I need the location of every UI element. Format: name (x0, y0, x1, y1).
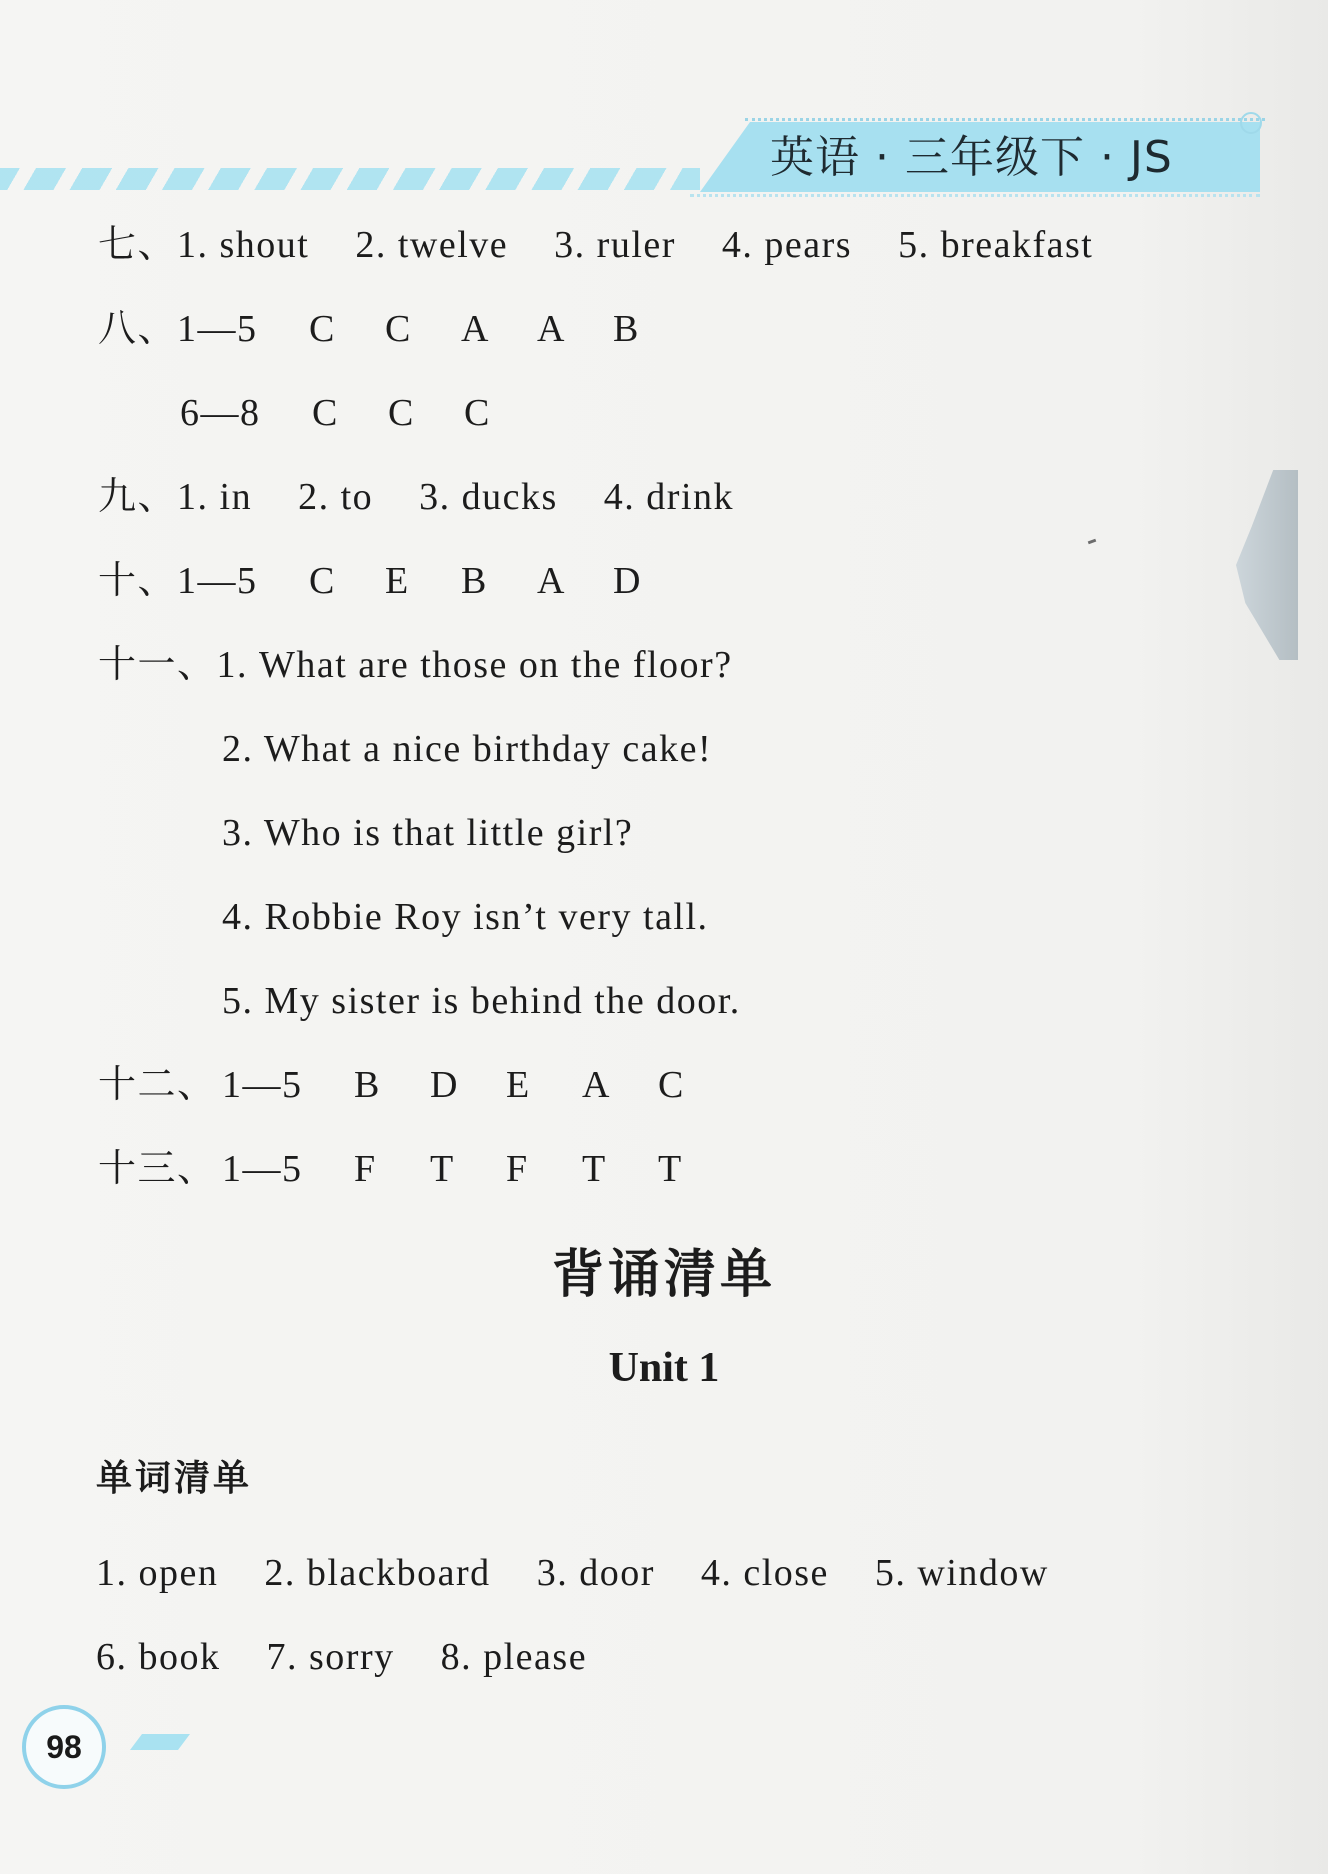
answer-sentence: 5. My sister is behind the door. (222, 980, 741, 1022)
answer-item: 3. ruler (554, 224, 676, 266)
answer-sentence: 1. What are those on the floor? (216, 644, 733, 686)
word-item: 7. sorry (266, 1636, 395, 1678)
word-item: 1. open (96, 1552, 219, 1594)
book-title: 英语 · 三年级下 · JS (770, 132, 1173, 183)
word-item: 3. door (536, 1552, 655, 1594)
question-number: 七、 (98, 224, 178, 266)
word-list-row-2 (96, 1632, 587, 1682)
answer-item: 1. in (177, 476, 253, 518)
answer-mark: F (506, 1148, 529, 1190)
question-number: 十二、 (98, 1064, 217, 1106)
header-underline (690, 194, 1260, 197)
answer-line-11 (98, 640, 733, 690)
answer-range: 1—5 (222, 1148, 303, 1190)
question-number: 八、 (98, 308, 178, 350)
answer-line-13 (98, 1144, 734, 1194)
answer-mark: B (354, 1064, 381, 1106)
header-decoration-stripes (0, 168, 700, 190)
answer-mark: T (658, 1148, 683, 1190)
answer-item: 4. drink (603, 476, 735, 518)
answer-mark: D (613, 560, 642, 602)
answer-line-8b (180, 388, 540, 438)
answer-sentence: 4. Robbie Roy isn’t very tall. (222, 896, 709, 938)
answer-mark: A (461, 308, 490, 350)
answer-range: 1—5 (177, 560, 258, 602)
answer-sentence: 2. What a nice birthday cake! (222, 728, 713, 770)
answer-item: 2. twelve (355, 224, 509, 266)
word-item: 2. blackboard (264, 1552, 491, 1594)
word-item: 5. window (874, 1552, 1049, 1594)
page-number: 98 (22, 1705, 106, 1789)
answer-line-7 (98, 220, 1093, 270)
answer-range: 1—5 (177, 308, 258, 350)
word-list-row-1 (96, 1548, 1049, 1598)
answer-mark: C (658, 1064, 685, 1106)
answer-line-8 (98, 304, 689, 354)
answer-mark: C (309, 560, 336, 602)
answer-range: 1—5 (222, 1064, 303, 1106)
answer-mark: C (312, 392, 339, 434)
answer-item: 3. ducks (419, 476, 558, 518)
answer-mark: E (385, 560, 410, 602)
answer-mark: E (506, 1064, 531, 1106)
answer-mark: A (582, 1064, 611, 1106)
answer-mark: C (388, 392, 415, 434)
answer-mark: B (613, 308, 640, 350)
question-number: 十、 (98, 560, 178, 602)
answer-item: 4. pears (721, 224, 853, 266)
answer-line-10 (98, 556, 689, 606)
answer-sentence-line (222, 892, 709, 942)
answer-item: 2. to (298, 476, 374, 518)
answer-mark: F (354, 1148, 377, 1190)
section-title: 背诵清单 (551, 1245, 776, 1305)
answer-sentence-line (222, 724, 712, 774)
answer-mark: T (582, 1148, 607, 1190)
answer-mark: C (309, 308, 336, 350)
word-item: 8. please (440, 1636, 588, 1678)
word-list-heading: 单词清单 (96, 1458, 253, 1499)
answer-sentence-line (222, 808, 633, 858)
answer-line-12 (98, 1060, 734, 1110)
question-number: 十一、 (98, 644, 217, 686)
question-number: 九、 (98, 476, 178, 518)
answer-item: 5. breakfast (898, 224, 1094, 266)
word-item: 4. close (700, 1552, 829, 1594)
answer-mark: T (430, 1148, 455, 1190)
answer-item: 1. shout (177, 224, 310, 266)
answer-line-9 (98, 472, 734, 522)
answer-mark: D (430, 1064, 459, 1106)
answer-mark: B (461, 560, 488, 602)
header-dotted-border (745, 118, 1265, 121)
answer-sentence: 3. Who is that little girl? (222, 812, 634, 854)
answer-range: 6—8 (180, 392, 261, 434)
unit-title: Unit 1 (608, 1345, 720, 1391)
answer-mark: A (537, 308, 566, 350)
answer-mark: C (385, 308, 412, 350)
answer-mark: C (464, 392, 491, 434)
question-number: 十三、 (98, 1148, 217, 1190)
answer-mark: A (537, 560, 566, 602)
answer-sentence-line (222, 976, 741, 1026)
word-item: 6. book (96, 1636, 221, 1678)
